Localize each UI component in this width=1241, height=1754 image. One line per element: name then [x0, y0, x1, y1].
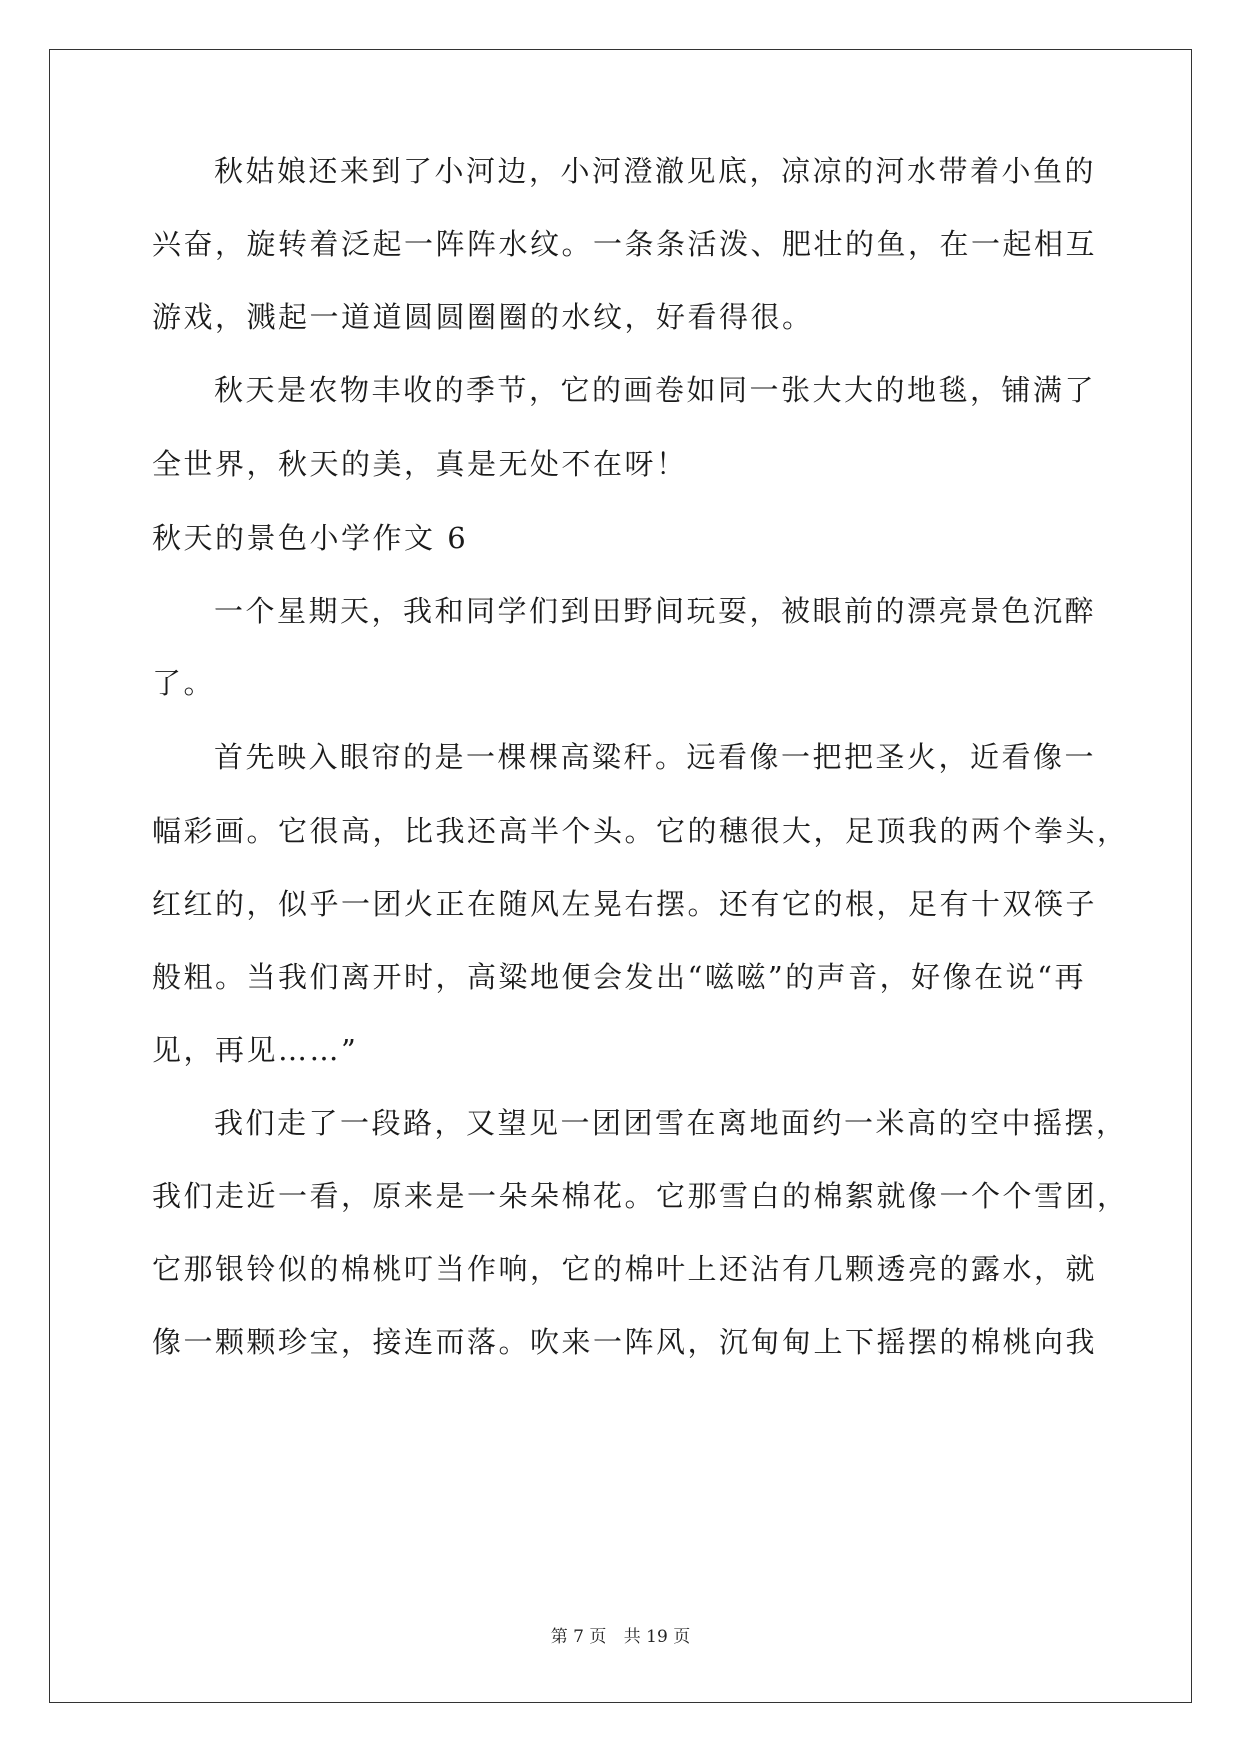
paragraph-line: 兴奋，旋转着泛起一阵阵水纹。一条条活泼、肥壮的鱼，在一起相互 [152, 227, 1098, 261]
paragraph-line: 秋姑娘还来到了小河边，小河澄澈见底，凉凉的河水带着小鱼的 [214, 154, 1097, 188]
paragraph-line: 见，再见……” [152, 1033, 359, 1067]
page-total: 共 19 页 [623, 1627, 691, 1647]
paragraph-line: 我们走近一看，原来是一朵朵棉花。它那雪白的棉絮就像一个个雪团， [152, 1179, 1129, 1213]
paragraph-line: 一个星期天，我和同学们到田野间玩耍，被眼前的漂亮景色沉醉 [214, 594, 1097, 628]
paragraph-line: 像一颗颗珍宝，接连而落。吹来一阵风，沉甸甸上下摇摆的棉桃向我 [152, 1325, 1098, 1359]
page-border [49, 49, 1192, 1703]
paragraph-line: 全世界，秋天的美，真是无处不在呀！ [152, 447, 688, 481]
paragraph-line: 我们走了一段路，又望见一团团雪在离地面约一米高的空中摇摆， [214, 1106, 1128, 1140]
paragraph-line: 幅彩画。它很高，比我还高半个头。它的穗很大，足顶我的两个拳头， [152, 814, 1129, 848]
paragraph-line: 它那银铃似的棉桃叮当作响，它的棉叶上还沾有几颗透亮的露水，就 [152, 1252, 1098, 1286]
paragraph-line: 般粗。当我们离开时，高粱地便会发出“嗞嗞”的声音，好像在说“再 [152, 960, 1086, 994]
page-number: 第 7 页 [550, 1627, 607, 1647]
paragraph-line: 秋天是农物丰收的季节，它的画卷如同一张大大的地毯，铺满了 [214, 373, 1097, 407]
paragraph-line: 红红的，似乎一团火正在随风左晃右摆。还有它的根，足有十双筷子 [152, 887, 1098, 921]
page-footer [0, 1622, 1241, 1647]
paragraph-line: 首先映入眼帘的是一棵棵高粱秆。远看像一把把圣火，近看像一 [214, 740, 1097, 774]
section-heading: 秋天的景色小学作文 6 [152, 521, 469, 555]
paragraph-line: 游戏，溅起一道道圆圆圈圈的水纹，好看得很。 [152, 300, 814, 334]
paragraph-line: 了。 [152, 666, 216, 700]
